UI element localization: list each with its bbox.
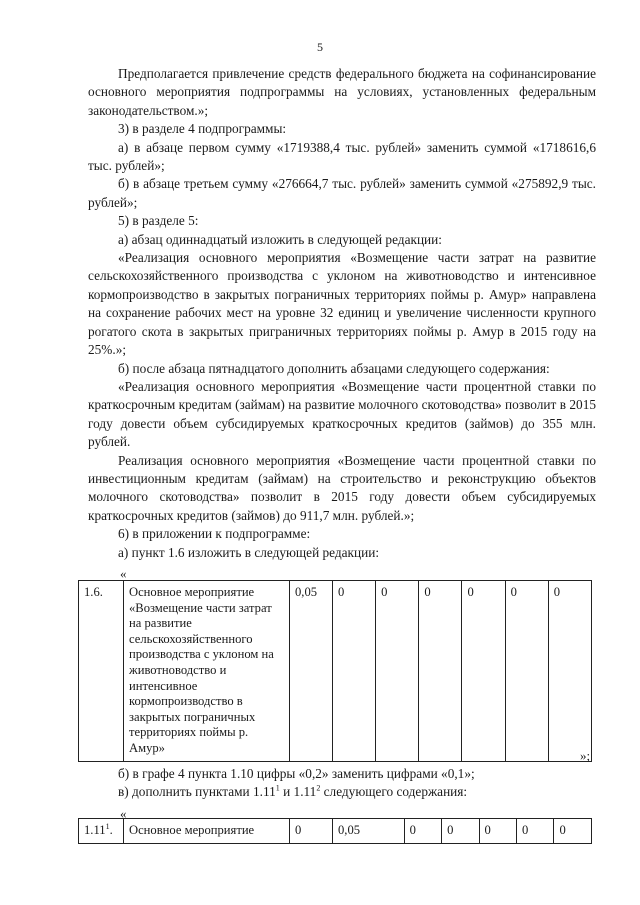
paragraph: б) в графе 4 пункта 1.10 цифры «0,2» заменить цифрами «0,1»;: [118, 766, 475, 781]
table-cell: 0: [462, 581, 505, 762]
open-quote: «: [120, 566, 127, 581]
table-cell: 0: [554, 819, 592, 844]
open-quote: «: [120, 806, 127, 821]
table-cell: 0: [517, 819, 554, 844]
table-point-1-11: [78, 818, 592, 844]
paragraph: в) дополнить пунктами 1.11$^1$ и 1.11$^2$ следующего содержания:: [118, 783, 468, 800]
paragraph: б) в абзаце третьем сумму «276664,7 тыс. рублей» заменить суммой «275892,9 тыс. рублей»;: [88, 176, 596, 210]
after-table-text: [88, 765, 596, 802]
paragraph: Предполагается привлечение средств федерального бюджета на софинансирование основного мероприятия подпрограммы на условиях, установленных федеральным законодательством.»;: [88, 66, 596, 118]
paragraph: б) после абзаца пятнадцатого дополнить абзацами следующего содержания:: [118, 360, 550, 376]
table-cell: Основное мероприятие: [124, 819, 290, 844]
table-cell: 1.6.: [79, 581, 124, 762]
paragraph: а) пункт 1.6 изложить в следующей редакции:: [118, 544, 380, 560]
table-cell: 0: [404, 819, 441, 844]
paragraph: «Реализация основного мероприятия «Возмещение части затрат на развитие сельскохозяйственного производства с уклоном на животноводство и интенсивное кормопроизводство в закрытых пограничных территориях поймы р. Амур» направлена на сохранение рабочих мест на уровне 32 единиц и увеличение численности крупного рогатого скота в закрытых приграничных территориях поймы р. Амур в 2015 году на 25%.»;: [88, 250, 596, 358]
table-cell: 0,05: [333, 819, 405, 844]
table-cell: 0: [505, 581, 548, 762]
table-cell: 0: [376, 581, 419, 762]
table-point-1-6: [78, 580, 592, 762]
body-text: [88, 65, 596, 562]
table-cell: 0: [548, 581, 591, 762]
table-cell: 0: [419, 581, 462, 762]
table-cell: 0: [333, 581, 376, 762]
paragraph: а) в абзаце первом сумму «1719388,4 тыс. рублей» заменить суммой «1718616,6 тыс. рублей»;: [88, 139, 596, 174]
paragraph: 6) в приложении к подпрограмме:: [118, 526, 311, 542]
close-quote: »;: [580, 748, 591, 763]
page-number: 5: [317, 40, 323, 54]
table-row: [79, 581, 592, 762]
table-cell: 0: [290, 819, 333, 844]
paragraph: а) абзац одиннадцатый изложить в следующей редакции:: [118, 231, 442, 247]
table-cell: 1.11$^1$.: [79, 819, 124, 844]
table-row: [79, 819, 592, 844]
table-cell: 0: [479, 819, 516, 844]
table-cell: Основное мероприятие «Возмещение части затрат на развитие сельскохозяйственного производства с уклоном на животноводство и интенсивное кормопроизводство в закрытых пограничных территориях поймы р. Амур»: [124, 581, 290, 762]
paragraph: «Реализация основного мероприятия «Возмещение части процентной ставки по краткосрочным кредитам (займам) на развитие молочного скотоводства» позволит в 2015 году довести объем субсидируемых краткосрочных кредитов (займов) до 355 млн. рублей.: [88, 378, 596, 450]
table-cell: 0: [442, 819, 479, 844]
paragraph: 3) в разделе 4 подпрограммы:: [118, 121, 287, 137]
table-cell: 0,05: [290, 581, 333, 762]
paragraph: Реализация основного мероприятия «Возмещение части процентной ставки по инвестиционным кредитам (займам) на строительство и реконструкцию объектов молочного скотоводства» позволит в 2015 году довести объем субсидируемых краткосрочных кредитов (займов) до 911,7 млн. рублей.»;: [88, 452, 596, 523]
paragraph: 5) в разделе 5:: [118, 213, 199, 229]
